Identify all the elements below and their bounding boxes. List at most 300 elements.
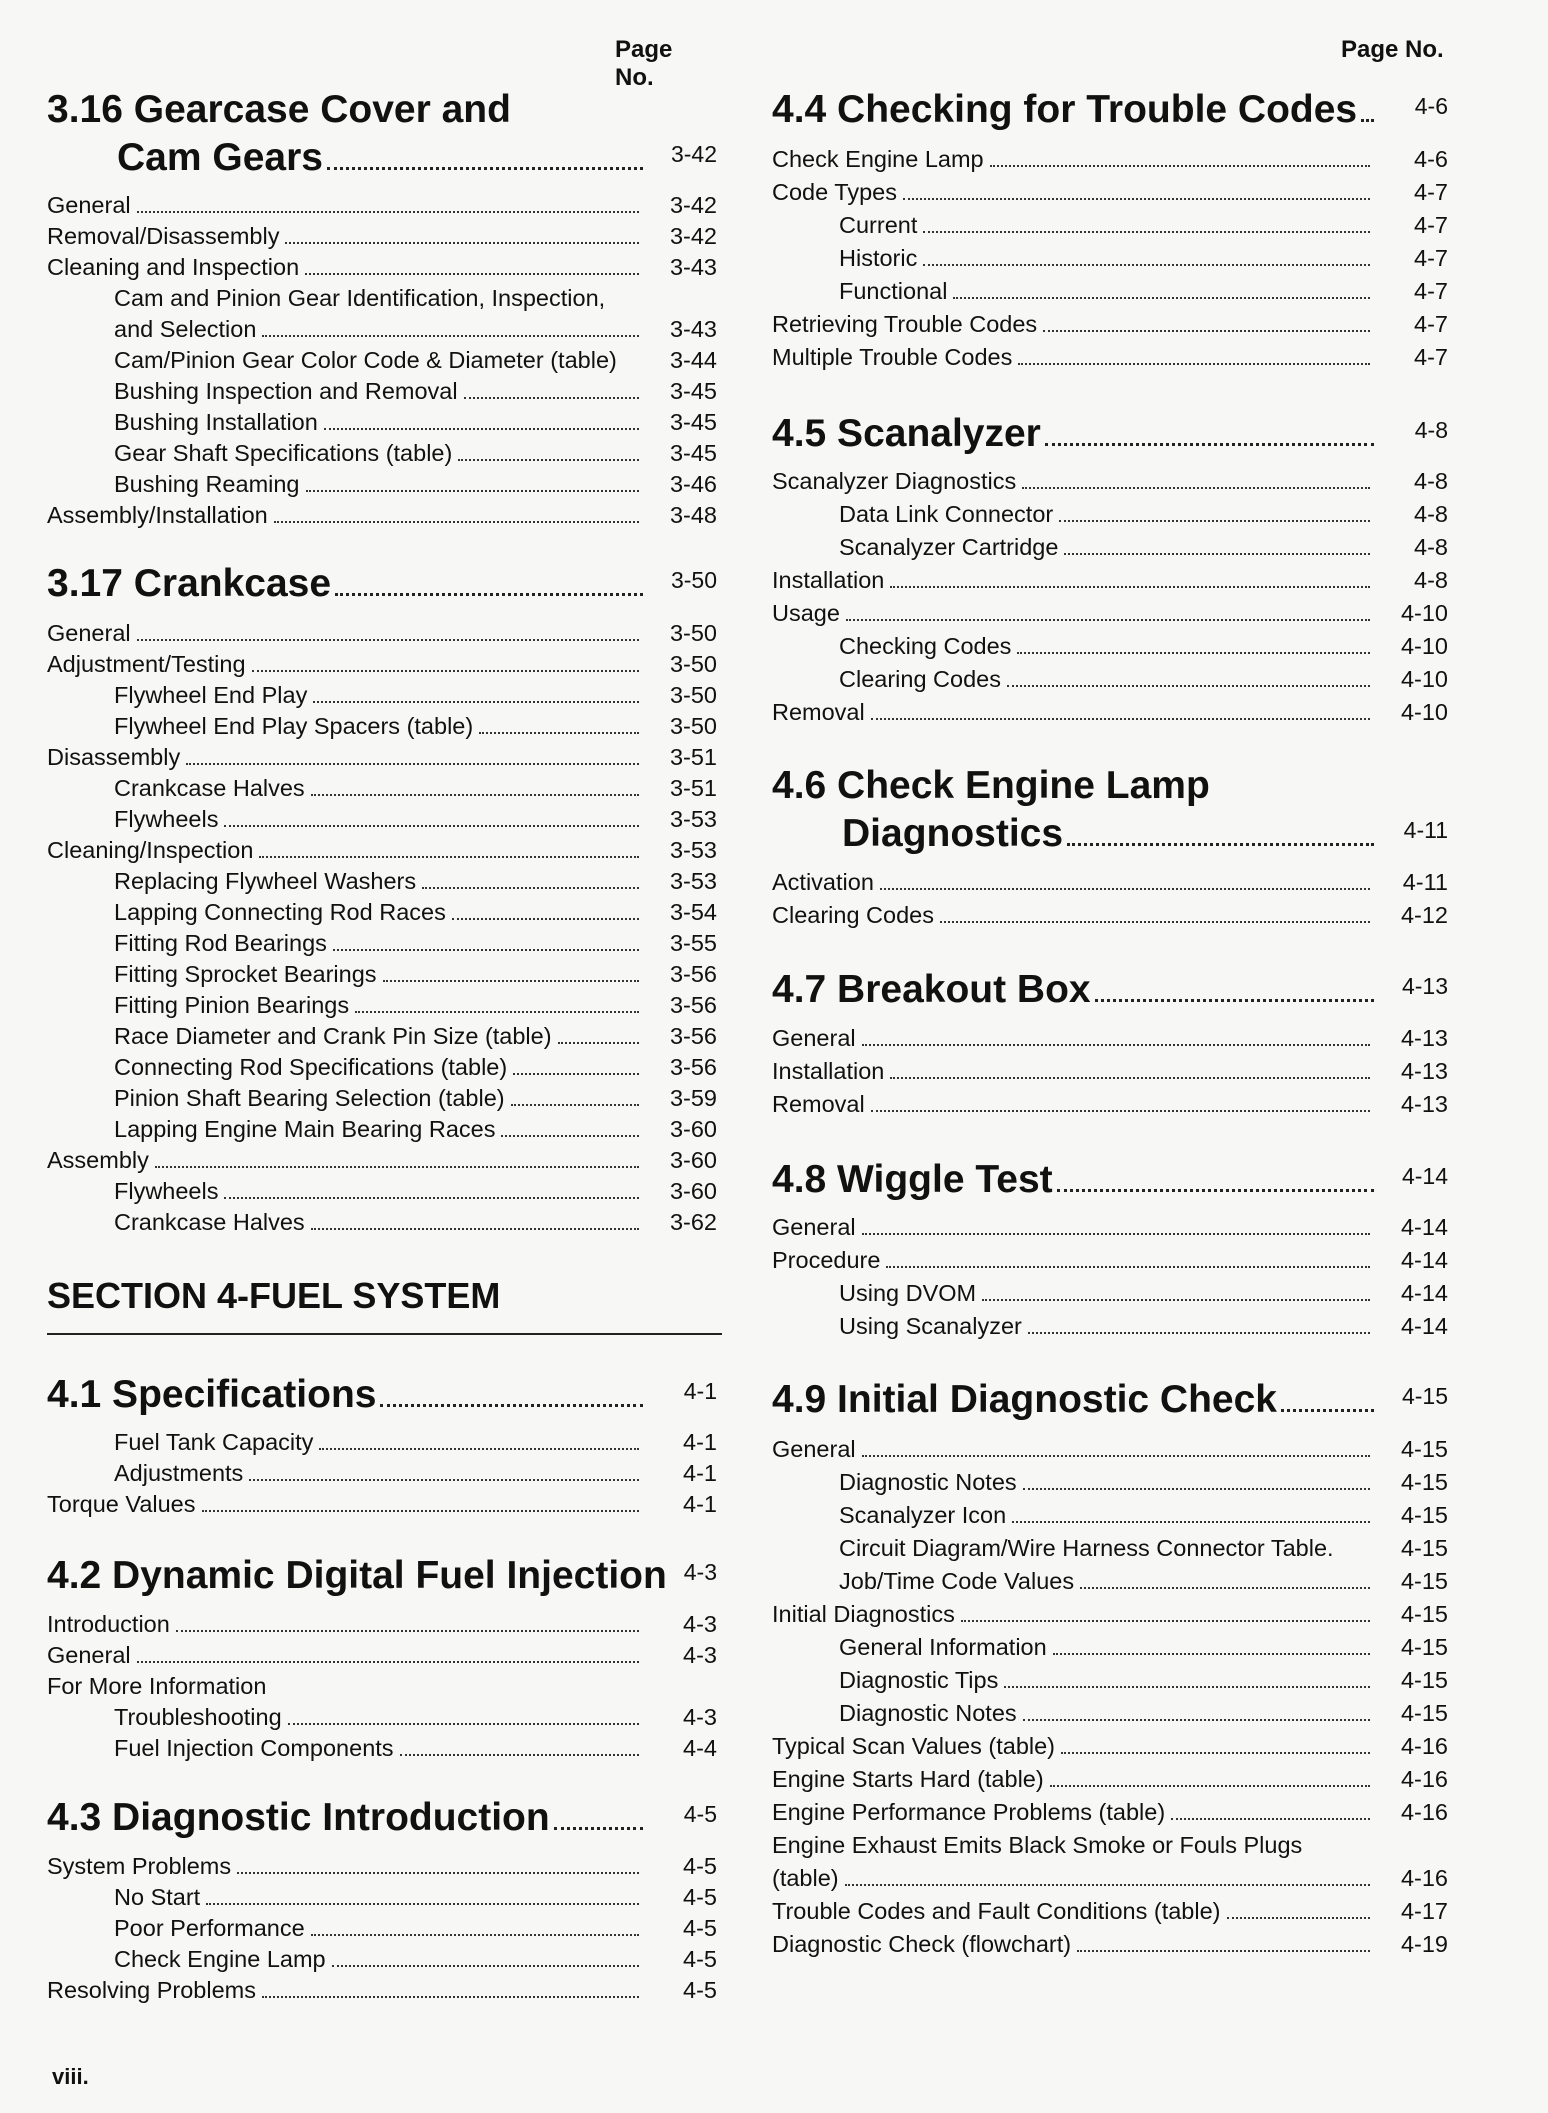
entry-text: Historic (839, 245, 918, 271)
toc-entry[interactable] (114, 1112, 717, 1143)
entry-page: 4-10 (1400, 633, 1448, 659)
toc-entry[interactable] (772, 1894, 1448, 1925)
entry-page: 4-15 (1400, 1436, 1448, 1462)
section-4-1-heading[interactable] (47, 1369, 717, 1417)
entry-text: Scanalyzer Diagnostics (772, 468, 1017, 494)
toc-entry[interactable] (114, 1081, 717, 1112)
dot-leader (890, 1077, 1370, 1079)
toc-entry[interactable] (47, 1638, 717, 1669)
toc-entry[interactable] (772, 1729, 1448, 1760)
dot-leader (961, 1620, 1370, 1622)
toc-entry[interactable] (772, 1861, 1448, 1892)
dot-leader (422, 887, 639, 889)
entry-page: 3-55 (669, 930, 717, 956)
entry-text: Introduction (47, 1611, 170, 1637)
toc-entry[interactable] (114, 1205, 717, 1236)
entry-page: 3-45 (669, 409, 717, 435)
section-3-17-heading[interactable] (47, 558, 717, 606)
toc-entry[interactable] (772, 1243, 1448, 1274)
dot-leader (1061, 1752, 1370, 1754)
entry-page: 3-50 (669, 651, 717, 677)
toc-entry[interactable] (839, 1531, 1448, 1562)
entry-text: Bushing Reaming (114, 471, 300, 497)
dot-leader (1017, 652, 1370, 654)
entry-page: 3-60 (669, 1116, 717, 1142)
entry-page: 4-15 (1400, 1634, 1448, 1660)
dot-leader (311, 1934, 639, 1936)
toc-entry[interactable] (47, 740, 717, 771)
dot-leader (511, 1104, 639, 1106)
entry-text: Assembly (47, 1147, 149, 1173)
dot-leader (1361, 119, 1374, 122)
entry-page: 4-13 (1400, 1091, 1448, 1117)
entry-page: 3-44 (669, 347, 717, 373)
toc-entry[interactable] (839, 208, 1448, 239)
dot-leader (1007, 685, 1370, 687)
dot-leader (871, 718, 1370, 720)
section-3-16-title-line2: Cam Gears (117, 136, 323, 179)
entry-page: 4-8 (1414, 468, 1448, 494)
toc-entry[interactable] (114, 467, 717, 498)
entry-text: Troubleshooting (114, 1704, 282, 1730)
toc-entry[interactable] (772, 695, 1448, 726)
entry-page: 4-7 (1414, 344, 1448, 370)
entry-text: Bushing Inspection and Removal (114, 378, 458, 404)
dot-leader (155, 1166, 639, 1168)
entry-page: 4-15 (1400, 1700, 1448, 1726)
entry-text: General (47, 620, 131, 646)
dot-leader (845, 1884, 1370, 1886)
entry-text: Race Diameter and Crank Pin Size (table) (114, 1023, 552, 1049)
entry-text: Cam/Pinion Gear Color Code & Diameter (table) (114, 347, 617, 373)
toc-entry[interactable] (114, 1425, 717, 1456)
dot-leader (458, 459, 639, 461)
entry-text: Adjustments (114, 1460, 244, 1486)
dot-leader (311, 794, 639, 796)
entry-page: 4-14 (1400, 1313, 1448, 1339)
page-number-footer: viii. (52, 2064, 89, 2089)
entry-text: Activation (772, 869, 874, 895)
toc-entry[interactable] (839, 274, 1448, 305)
toc-entry[interactable] (114, 926, 717, 957)
toc-entry[interactable] (772, 1087, 1448, 1118)
toc-entry[interactable] (772, 898, 1448, 929)
toc-entry[interactable] (114, 281, 717, 312)
toc-entry[interactable] (839, 1309, 1448, 1340)
section-4-7-heading[interactable] (772, 964, 1448, 1012)
toc-entry[interactable] (839, 1663, 1448, 1694)
section-4-6-heading[interactable] (772, 764, 1448, 856)
dot-leader (1018, 363, 1370, 365)
entry-text: General (47, 192, 131, 218)
toc-entry[interactable] (114, 343, 717, 374)
dot-leader (1050, 1785, 1370, 1787)
entry-text: and Selection (114, 316, 257, 342)
dot-leader (380, 1404, 643, 1407)
entry-page: 4-14 (1400, 1280, 1448, 1306)
entry-page: 4-13 (1400, 1025, 1448, 1051)
toc-entry[interactable] (47, 1487, 717, 1518)
toc-entry[interactable] (772, 1927, 1448, 1958)
dot-leader (990, 165, 1370, 167)
section-4-fuel-system-heading: SECTION 4-FUEL SYSTEM (47, 1275, 722, 1335)
entry-text: Resolving Problems (47, 1977, 256, 2003)
toc-entry[interactable] (47, 219, 717, 250)
entry-page: 4-19 (1400, 1931, 1448, 1957)
toc-entry[interactable] (47, 1973, 717, 2004)
section-3-16-title-line1: 3.16 Gearcase Cover and (47, 88, 511, 131)
toc-entry[interactable] (47, 1607, 717, 1638)
dot-leader (558, 1042, 639, 1044)
entry-page: 3-42 (669, 192, 717, 218)
entry-text: For More Information (47, 1673, 267, 1699)
toc-entry[interactable] (772, 340, 1448, 371)
entry-text: General Information (839, 1634, 1047, 1660)
dot-leader (206, 1903, 639, 1905)
toc-entry[interactable] (47, 833, 717, 864)
entry-text: Replacing Flywheel Washers (114, 868, 417, 894)
dot-leader (224, 825, 639, 827)
entry-page: 4-7 (1414, 311, 1448, 337)
entry-text: Clearing Codes (772, 902, 934, 928)
dot-leader (327, 167, 643, 170)
toc-entry[interactable] (772, 307, 1448, 338)
dot-leader (259, 856, 639, 858)
toc-entry[interactable] (839, 629, 1448, 660)
dot-leader (1080, 1587, 1370, 1589)
toc-entry[interactable] (772, 1828, 1448, 1859)
section-4-8-heading[interactable] (772, 1154, 1448, 1202)
entry-text: Diagnostic Tips (839, 1667, 999, 1693)
entry-text: Current (839, 212, 918, 238)
section-4-2-page: 4-3 (683, 1559, 717, 1585)
toc-entry[interactable] (839, 1696, 1448, 1727)
entry-text: Cleaning/Inspection (47, 837, 254, 863)
section-4-2-title: 4.2 Dynamic Digital Fuel Injection (47, 1554, 667, 1597)
toc-entry[interactable] (839, 530, 1448, 561)
dot-leader (452, 918, 639, 920)
toc-entry[interactable] (114, 864, 717, 895)
dot-leader (305, 273, 639, 275)
dot-leader (288, 1723, 639, 1725)
dot-leader (262, 1996, 639, 1998)
entry-text: General (772, 1436, 856, 1462)
entry-text: Engine Exhaust Emits Black Smoke or Fouls Plugs (772, 1832, 1303, 1858)
dot-leader (886, 1266, 1370, 1268)
dot-leader (224, 1197, 639, 1199)
dot-leader (923, 231, 1370, 233)
toc-entry[interactable] (114, 709, 717, 740)
dot-leader (982, 1299, 1370, 1301)
entry-page: 4-8 (1414, 567, 1448, 593)
toc-entry[interactable] (47, 616, 717, 647)
entry-page: 4-6 (1414, 146, 1448, 172)
entry-text: Diagnostic Notes (839, 1469, 1017, 1495)
entry-text: Using Scanalyzer (839, 1313, 1022, 1339)
toc-entry[interactable] (839, 1564, 1448, 1595)
toc-entry[interactable] (114, 1174, 717, 1205)
entry-text: Functional (839, 278, 948, 304)
toc-entry[interactable] (772, 142, 1448, 173)
dot-leader (306, 490, 640, 492)
section-3-16-page: 3-42 (670, 141, 717, 167)
entry-page: 4-4 (683, 1735, 717, 1761)
dot-leader (1077, 1950, 1370, 1952)
toc-entry[interactable] (114, 1731, 717, 1762)
section-4-1-title: 4.1 Specifications (47, 1373, 377, 1416)
dot-leader (903, 198, 1370, 200)
entry-text: Flywheels (114, 806, 219, 832)
entry-page: 4-1 (683, 1429, 717, 1455)
entry-text: Scanalyzer Icon (839, 1502, 1007, 1528)
toc-entry[interactable] (47, 250, 717, 281)
dot-leader (953, 297, 1370, 299)
toc-entry[interactable] (114, 1911, 717, 1942)
toc-entry[interactable] (772, 175, 1448, 206)
toc-entry[interactable] (772, 1762, 1448, 1793)
dot-leader (355, 1011, 639, 1013)
entry-text: Fitting Pinion Bearings (114, 992, 350, 1018)
dot-leader (554, 1827, 643, 1830)
toc-entry[interactable] (772, 464, 1448, 495)
entry-page: 3-62 (669, 1209, 717, 1235)
section-4-4-heading[interactable] (772, 84, 1448, 132)
toc-entry[interactable] (114, 405, 717, 436)
entry-text: Lapping Engine Main Bearing Races (114, 1116, 496, 1142)
entry-text: Gear Shaft Specifications (table) (114, 440, 453, 466)
entry-page: 3-56 (669, 1054, 717, 1080)
entry-page: 4-8 (1414, 534, 1448, 560)
dot-leader (1057, 1189, 1374, 1192)
toc-entry[interactable] (772, 1795, 1448, 1826)
toc-entry[interactable] (114, 312, 717, 343)
entry-page: 3-53 (669, 806, 717, 832)
section-4-2-heading[interactable] (47, 1550, 717, 1598)
toc-entry[interactable] (47, 188, 717, 219)
dot-leader (1059, 520, 1370, 522)
entry-page: 3-59 (669, 1085, 717, 1111)
entry-text: Installation (772, 1058, 885, 1084)
dot-leader (137, 639, 639, 641)
entry-text: Multiple Trouble Codes (772, 344, 1013, 370)
entry-page: 3-56 (669, 992, 717, 1018)
toc-entry[interactable] (47, 647, 717, 678)
entry-text: Fuel Injection Components (114, 1735, 394, 1761)
entry-text: Diagnostic Check (flowchart) (772, 1931, 1072, 1957)
toc-entry[interactable] (47, 1849, 717, 1880)
dot-leader (1012, 1521, 1370, 1523)
toc-entry[interactable] (839, 662, 1448, 693)
toc-entry[interactable] (47, 1143, 717, 1174)
toc-entry[interactable] (772, 1054, 1448, 1085)
toc-entry[interactable] (772, 865, 1448, 896)
entry-page: 4-10 (1400, 699, 1448, 725)
dot-leader (333, 949, 639, 951)
toc-entry[interactable] (47, 498, 717, 529)
section-3-16-heading[interactable] (47, 88, 717, 180)
toc-entry[interactable] (114, 957, 717, 988)
entry-page: 4-7 (1414, 245, 1448, 271)
entry-text: Procedure (772, 1247, 881, 1273)
entry-text: Lapping Connecting Rod Races (114, 899, 446, 925)
entry-text: Job/Time Code Values (839, 1568, 1075, 1594)
entry-page: 4-16 (1400, 1766, 1448, 1792)
section-4-3-title: 4.3 Diagnostic Introduction (47, 1796, 550, 1839)
toc-entry[interactable] (839, 1276, 1448, 1307)
entry-page: 3-50 (669, 713, 717, 739)
dot-leader (1022, 487, 1370, 489)
dot-leader (285, 242, 639, 244)
toc-entry[interactable] (114, 374, 717, 405)
entry-page: 4-3 (683, 1611, 717, 1637)
entry-page: 4-16 (1400, 1799, 1448, 1825)
toc-entry[interactable] (47, 1669, 717, 1700)
entry-text: Removal (772, 699, 865, 725)
entry-text: Fuel Tank Capacity (114, 1429, 314, 1455)
entry-page: 3-51 (669, 775, 717, 801)
section-4-8-page: 4-14 (1401, 1163, 1448, 1189)
toc-entry[interactable] (772, 563, 1448, 594)
entry-text: General (772, 1025, 856, 1051)
entry-page: 4-10 (1400, 666, 1448, 692)
entry-text: Clearing Codes (839, 666, 1001, 692)
dot-leader (332, 1965, 639, 1967)
dot-leader (1171, 1818, 1370, 1820)
entry-text: Adjustment/Testing (47, 651, 246, 677)
entry-text: Pinion Shaft Bearing Selection (table) (114, 1085, 505, 1111)
section-4-9-page: 4-15 (1401, 1383, 1448, 1409)
toc-entry[interactable] (114, 1942, 717, 1973)
toc-entry[interactable] (114, 1700, 717, 1731)
entry-text: Disassembly (47, 744, 181, 770)
entry-page: 3-42 (669, 223, 717, 249)
entry-page: 4-17 (1400, 1898, 1448, 1924)
section-4-7-title: 4.7 Breakout Box (772, 968, 1091, 1011)
dot-leader (871, 1110, 1370, 1112)
toc-entry[interactable] (839, 1465, 1448, 1496)
toc-entry[interactable] (772, 1597, 1448, 1628)
toc-entry[interactable] (114, 895, 717, 926)
dot-leader (862, 1233, 1370, 1235)
dot-leader (1227, 1917, 1371, 1919)
entry-page: 3-60 (669, 1178, 717, 1204)
entry-page: 3-45 (669, 378, 717, 404)
toc-entry[interactable] (114, 436, 717, 467)
dot-leader (383, 980, 639, 982)
toc-entry[interactable] (772, 1210, 1448, 1241)
section-4-4-page: 4-6 (1414, 93, 1448, 119)
toc-entry[interactable] (114, 771, 717, 802)
entry-page: 4-7 (1414, 278, 1448, 304)
entry-page: 3-46 (669, 471, 717, 497)
section-4-3-heading[interactable] (47, 1792, 717, 1840)
toc-entry[interactable] (114, 802, 717, 833)
entry-page: 3-45 (669, 440, 717, 466)
dot-leader (137, 211, 639, 213)
entry-text: General (772, 1214, 856, 1240)
dot-leader (513, 1073, 639, 1075)
toc-entry[interactable] (772, 1021, 1448, 1052)
dot-leader (1053, 1653, 1370, 1655)
entry-text: Connecting Rod Specifications (table) (114, 1054, 508, 1080)
toc-entry[interactable] (114, 988, 717, 1019)
section-4-6-title-line2: Diagnostics (842, 812, 1064, 855)
entry-text: System Problems (47, 1853, 232, 1879)
section-4-6-page: 4-11 (1403, 817, 1448, 843)
entry-page: 4-5 (683, 1915, 717, 1941)
entry-text: Typical Scan Values (table) (772, 1733, 1056, 1759)
entry-page: 4-5 (683, 1977, 717, 2003)
section-4-9-heading[interactable] (772, 1374, 1448, 1422)
entry-page: 4-3 (683, 1642, 717, 1668)
dot-leader (1043, 330, 1370, 332)
entry-text: Crankcase Halves (114, 1209, 305, 1235)
entry-page: 4-15 (1400, 1502, 1448, 1528)
toc-entry[interactable] (839, 497, 1448, 528)
toc-entry[interactable] (839, 1498, 1448, 1529)
entry-text: General (47, 1642, 131, 1668)
entry-page: 3-60 (669, 1147, 717, 1173)
entry-text: Cam and Pinion Gear Identification, Inspection, (114, 285, 606, 311)
entry-page: 3-43 (669, 316, 717, 342)
entry-text: Usage (772, 600, 840, 626)
section-4-5-heading[interactable] (772, 408, 1448, 456)
toc-entry[interactable] (114, 1456, 717, 1487)
dot-leader (1095, 999, 1374, 1002)
entry-page: 3-53 (669, 868, 717, 894)
section-4-3-page: 4-5 (683, 1801, 717, 1827)
entry-page: 4-5 (683, 1946, 717, 1972)
entry-text: Bushing Installation (114, 409, 318, 435)
dot-leader (252, 670, 639, 672)
entry-page: 4-5 (683, 1853, 717, 1879)
toc-entry[interactable] (772, 1432, 1448, 1463)
dot-leader (262, 335, 639, 337)
entry-text: Code Types (772, 179, 897, 205)
toc-entry[interactable] (114, 1019, 717, 1050)
entry-page: 3-53 (669, 837, 717, 863)
entry-text: Diagnostic Notes (839, 1700, 1017, 1726)
entry-text: Removal/Disassembly (47, 223, 280, 249)
dot-leader (176, 1630, 639, 1632)
dot-leader (1028, 1332, 1370, 1334)
entry-page: 4-13 (1400, 1058, 1448, 1084)
entry-text: Using DVOM (839, 1280, 977, 1306)
entry-text: Poor Performance (114, 1915, 305, 1941)
entry-page: 4-3 (683, 1704, 717, 1730)
entry-text: No Start (114, 1884, 201, 1910)
dot-leader (237, 1872, 639, 1874)
section-4-4-title: 4.4 Checking for Trouble Codes (772, 88, 1358, 131)
entry-page: 4-15 (1400, 1568, 1448, 1594)
section-4-9-title: 4.9 Initial Diagnostic Check (772, 1378, 1277, 1421)
entry-page: 4-14 (1400, 1247, 1448, 1273)
entry-page: 4-15 (1400, 1469, 1448, 1495)
toc-entry[interactable] (839, 241, 1448, 272)
toc-entry[interactable] (114, 678, 717, 709)
toc-entry[interactable] (772, 596, 1448, 627)
toc-entry[interactable] (114, 1880, 717, 1911)
dot-leader (186, 763, 639, 765)
toc-entry[interactable] (114, 1050, 717, 1081)
toc-entry[interactable] (839, 1630, 1448, 1661)
dot-leader (274, 521, 639, 523)
entry-text: (table) (772, 1865, 839, 1891)
dot-leader (137, 1661, 639, 1663)
dot-leader (464, 397, 639, 399)
dot-leader (311, 1228, 639, 1230)
dot-leader (862, 1044, 1370, 1046)
